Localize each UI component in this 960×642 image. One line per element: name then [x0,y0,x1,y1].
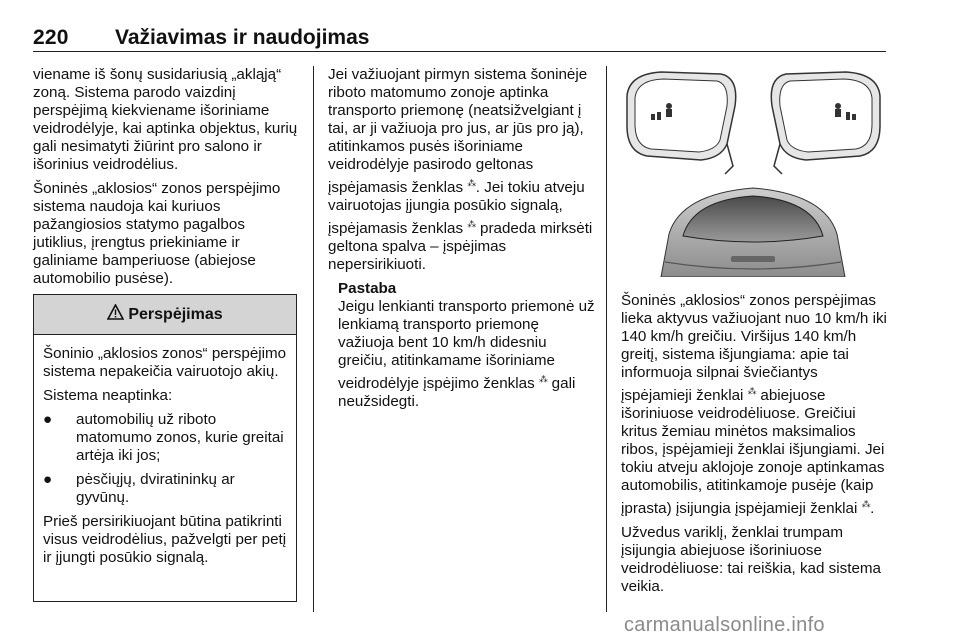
watermark: carmanualsonline.info [624,614,825,636]
blind-spot-warning-icon: ⁂ [467,219,476,230]
paragraph: Užvedus variklį, ženklai trumpam įsijungia abiejuose išoriniuose veidrodėliuose: tai reiškia, kad sistema veikia. [621,524,881,596]
warning-body [34,335,296,567]
paragraph: Prieš persirikiuojant būtina patikrinti visus veidrodėlius, pažvelgti per petį ir įjungti posūkio signalą. [43,513,287,566]
blind-spot-warning-icon: ⁂ [861,499,871,510]
note [328,280,596,411]
bullet-icon: ● [43,411,53,428]
column-divider-2 [606,66,607,612]
page-header [33,26,886,54]
blind-spot-warning-icon: ⁂ [467,178,476,188]
paragraph: Sistema neaptinka: [43,387,173,404]
column-1 [33,66,299,294]
list-item: ● pėsčiųjų, dviratininkų ar gyvūnų. [43,471,235,506]
page-title: Važiavimas ir naudojimas [115,26,370,49]
paragraph: viename iš šonų susidariusią „akląją“ zoną. Sistema parodo vaizdinį perspėjimą kiekviename išoriniame veidrodėlyje, kai aptinka objektus, kurių gali nesimatyti žiūrint pro salono ir išorinius veidrodėlius. [33,66,298,173]
list-item: ● automobilių už riboto matomumo zonos, kurie greitai artėja iki jos; [43,411,284,464]
paragraph: Šoninės „aklosios“ zonos perspėjimas lieka aktyvus važiuojant nuo 10 km/h iki 140 km/h greičiu. Viršijus 140 km/h greitį, sistema išjungiama: apie tai informuoja silpnai šviečiantys įspėjamieji ženklai ⁂ abiejuose išoriniuose veidrodėliuose. Greičiui kritus žemiau minėtos maksimalios ribos, įspėjamieji ženklai išjungiami. Jei tokiu atveju aklojoje zonoje aptinkamas automobilis, atitinkamoje pusėje (kaip įprasta) įsijungia įspėjamieji ženklai ⁂. [621,292,887,518]
warning-title: Perspėjimas [128,305,223,323]
page-number: 220 [33,26,69,49]
warning-box [33,294,297,602]
paragraph: Jei važiuojant pirmyn sistema šoninėje riboto matomumo zonoje aptinka transporto priemonę (neatsižvelgiant į tai, ar ji važiuoja pro jus, ar jūs pro ją), atitinkamos pusės išoriniame veidrodėlyje pasirodo geltonas įspėjamasis ženklas ⁂. Jei tokiu atveju vairuotojas įjungia posūkio signalą, įspėjamasis ženklas ⁂ pradeda mirksėti geltona spalva – įspėjimas nepersirikiuoti. [328,66,593,274]
mirror-illustration [621,66,886,277]
column-3 [621,292,889,602]
warning-header [34,295,296,335]
column-2 [328,66,596,411]
warning-triangle-icon [107,304,124,325]
blind-spot-warning-icon: ⁂ [747,386,757,396]
blind-spot-warning-icon: ⁂ [538,374,548,385]
bullet-icon: ● [43,471,53,488]
note-title: Pastaba [338,280,397,298]
paragraph: Šoninės „aklosios“ zonos perspėjimo sistema naudoja kai kuriuos pažangiosios statymo pagalbos jutiklius, įrengtus priekiniame ir galiniame bamperiuose (abiejose automobilio pusėse). [33,180,281,287]
header-rule [33,51,886,52]
note-text: Jeigu lenkianti transporto priemonė už lenkiamą transporto priemonę važiuoja bent 10 km/h didesniu greičiu, atitinkamame išoriniame veidrodėlyje įspėjimo ženklas ⁂ gali neužsidegti. [338,298,595,411]
paragraph: Šoninio „aklosios zonos“ perspėjimo sistema nepakeičia vairuotojo akių. [43,345,287,380]
column-divider-1 [313,66,314,612]
